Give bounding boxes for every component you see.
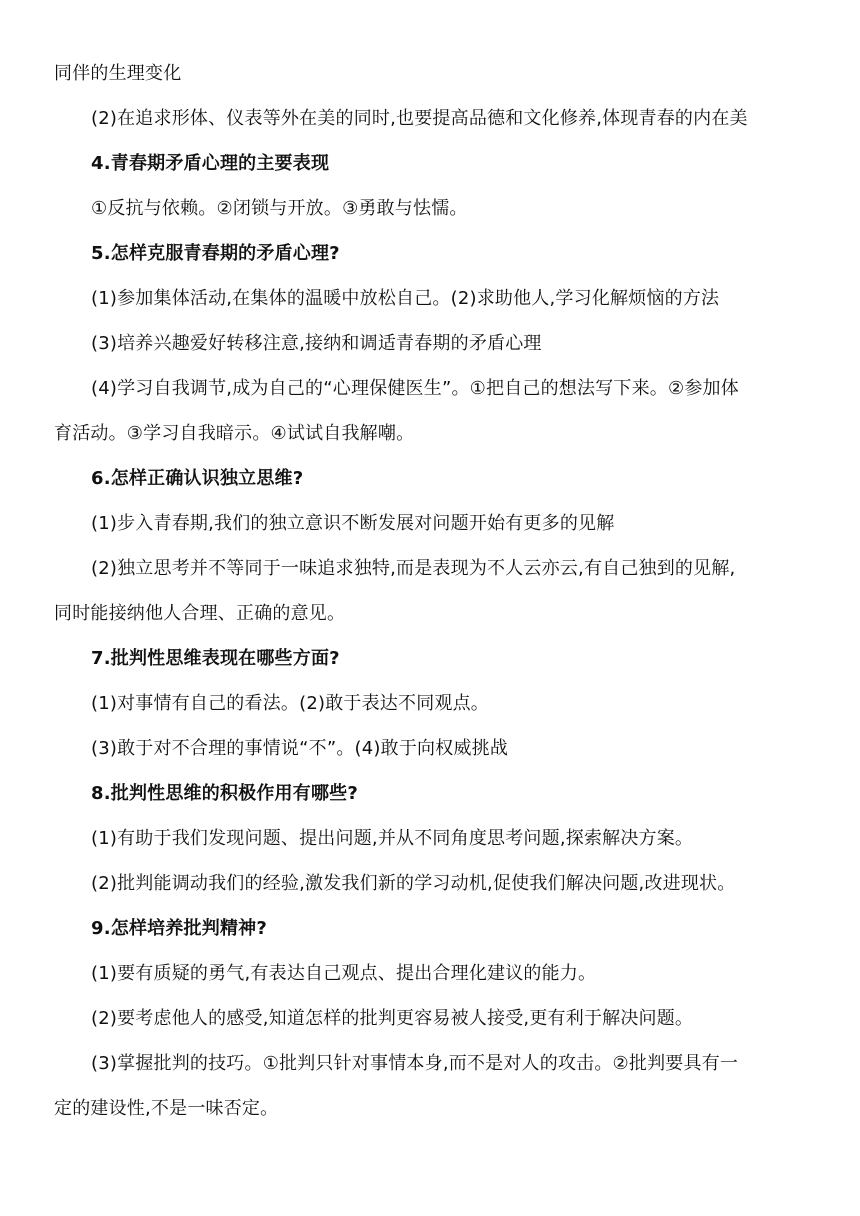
text-line: (3)敢于对不合理的事情说“不”。(4)敢于向权威挑战: [91, 738, 509, 759]
text-line-continuation: 同伴的生理变化: [54, 63, 182, 84]
text-line: (4)学习自我调节,成为自己的“心理保健医生”。①把自己的想法写下来。②参加体: [91, 378, 739, 399]
text-line: (2)在追求形体、仪表等外在美的同时,也要提高品德和文化修养,体现青春的内在美: [91, 108, 748, 129]
text-line: (1)有助于我们发现问题、提出问题,并从不同角度思考问题,探索解决方案。: [91, 828, 694, 849]
text-line: (1)对事情有自己的看法。(2)敢于表达不同观点。: [91, 693, 489, 714]
text-line-continuation: 定的建设性,不是一味否定。: [54, 1098, 279, 1119]
section-heading-8: 8.批判性思维的积极作用有哪些?: [91, 783, 359, 804]
section-heading-7: 7.批判性思维表现在哪些方面?: [91, 648, 340, 669]
text-line-continuation: 同时能接纳他人合理、正确的意见。: [54, 603, 346, 624]
text-line: ①反抗与依赖。②闭锁与开放。③勇敢与怯懦。: [91, 198, 468, 219]
section-heading-6: 6.怎样正确认识独立思维?: [91, 468, 304, 489]
section-heading-5: 5.怎样克服青春期的矛盾心理?: [91, 243, 340, 264]
text-line: (1)参加集体活动,在集体的温暖中放松自己。(2)求助他人,学习化解烦恼的方法: [91, 288, 720, 309]
text-line: (2)要考虑他人的感受,知道怎样的批判更容易被人接受,更有利于解决问题。: [91, 1008, 694, 1029]
text-line: (2)批判能调动我们的经验,激发我们新的学习动机,促使我们解决问题,改进现状。: [91, 873, 736, 894]
text-line: (1)要有质疑的勇气,有表达自己观点、提出合理化建议的能力。: [91, 963, 597, 984]
section-heading-9: 9.怎样培养批判精神?: [91, 918, 268, 939]
text-line-continuation: 育活动。③学习自我暗示。④试试自我解嘲。: [54, 423, 415, 444]
text-line: (2)独立思考并不等同于一味追求独特,而是表现为不人云亦云,有自己独到的见解,: [91, 558, 736, 579]
text-line: (1)步入青春期,我们的独立意识不断发展对问题开始有更多的见解: [91, 513, 615, 534]
text-line: (3)培养兴趣爱好转移注意,接纳和调适青春期的矛盾心理: [91, 333, 542, 354]
section-heading-4: 4.青春期矛盾心理的主要表现: [91, 153, 330, 174]
text-line: (3)掌握批判的技巧。①批判只针对事情本身,而不是对人的攻击。②批判要具有一: [91, 1053, 739, 1074]
